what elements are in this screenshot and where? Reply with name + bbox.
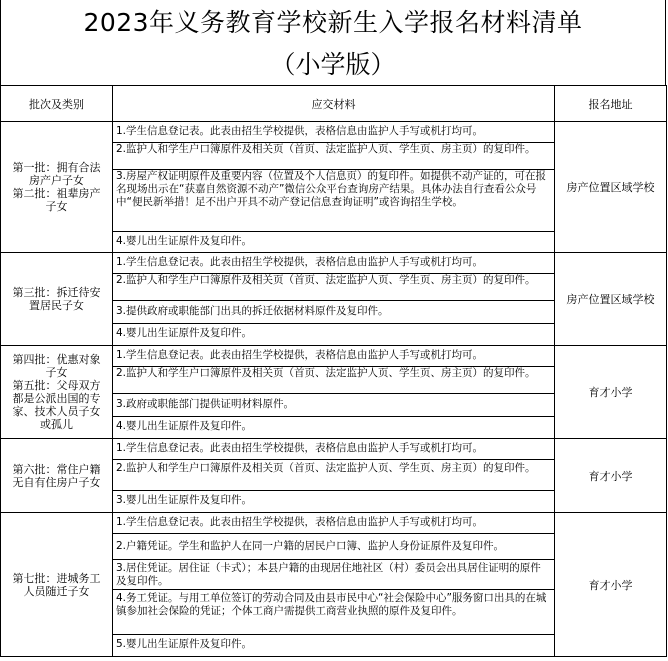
table-row xyxy=(1,346,667,439)
category-line: 第五批：父母双方 xyxy=(12,379,101,392)
address-cell[interactable]: 育才小学 xyxy=(555,439,667,513)
material-item[interactable]: 3.提供政府或职能部门出具的拆迁依据材料原件及复印件。 xyxy=(113,301,554,324)
category-cell[interactable] xyxy=(1,513,113,657)
header-materials[interactable]: 应交材料 xyxy=(113,86,555,122)
category-line: 第四批：优惠对象 xyxy=(12,353,101,366)
material-item[interactable]: 1.学生信息登记表。此表由招生学校提供，表格信息由监护人手写或机打均可。 xyxy=(113,122,554,143)
material-item[interactable]: 4.婴儿出生证原件及复印件。 xyxy=(116,420,253,432)
materials-cell xyxy=(113,346,555,439)
material-item[interactable]: 1.学生信息登记表。此表由招生学校提供，表格信息由监护人手写或机打均可。 xyxy=(113,346,554,367)
category-cell[interactable] xyxy=(1,346,113,439)
material-item[interactable]: 4.婴儿出生证原件及复印件。 xyxy=(116,235,253,247)
category-line: 人员随迁子女 xyxy=(23,584,90,598)
page-title: 2023年义务教育学校新生入学报名材料清单 xyxy=(0,0,666,45)
material-item[interactable]: 4.婴儿出生证原件及复印件。 xyxy=(116,327,253,339)
materials-cell xyxy=(113,122,555,253)
materials-cell xyxy=(113,513,555,657)
category-line: 无自有住房户子女 xyxy=(12,475,101,489)
category-line: 子女 xyxy=(45,200,68,213)
material-item[interactable]: 3.政府或职能部门提供证明材料原件。 xyxy=(113,394,554,417)
category-cell[interactable] xyxy=(1,439,113,513)
material-item[interactable]: 2.户籍凭证。学生和监护人在同一户籍的居民户口簿、监护人身份证原件及复印件。 xyxy=(113,534,554,560)
material-item[interactable]: 1.学生信息登记表。此表由招生学校提供，表格信息由监护人手写或机打均可。 xyxy=(113,253,554,274)
material-item[interactable]: 2.监护人和学生户口簿原件及相关页（首页、法定监护人页、学生页、房主页）的复印件。 xyxy=(113,367,554,394)
materials-cell xyxy=(113,253,555,346)
material-item[interactable]: 1.学生信息登记表。此表由招生学校提供，表格信息由监护人手写或机打均可。 xyxy=(113,439,554,460)
category-line: 第六批：常住户籍 xyxy=(12,462,101,476)
category-line: 或孤儿 xyxy=(40,418,73,431)
header-row xyxy=(1,86,667,122)
header-address[interactable]: 报名地址 xyxy=(555,86,667,122)
table-row xyxy=(1,253,667,346)
table-row xyxy=(1,122,667,253)
material-item[interactable]: 1.学生信息登记表。此表由招生学校提供，表格信息由监护人手写或机打均可。 xyxy=(113,513,554,534)
material-item[interactable]: 5.婴儿出生证原件及复印件。 xyxy=(116,638,253,650)
material-item[interactable]: 3.房屋产权证明原件及重要内容（位置及个人信息页）的复印件。如提供不动产证的，可在报名现场出示在“获嘉自然资源不动产”微信公众平台查询房产结果。具体办法自行查看公众号中“便民新举措！足不出户开具不动产登记信息查询证明”或咨询招生学校。 xyxy=(113,170,554,232)
category-line: 子女 xyxy=(45,366,68,379)
category-line: 第七批：进城务工 xyxy=(12,571,101,585)
material-item[interactable]: 2.监护人和学生户口簿原件及相关页（首页、法定监护人页、学生页、房主页）的复印件。 xyxy=(113,460,554,491)
table-row xyxy=(1,439,667,513)
header-category[interactable]: 批次及类别 xyxy=(1,86,113,122)
address-cell[interactable]: 房产位置区域学校 xyxy=(555,253,667,346)
category-line: 置居民子女 xyxy=(29,299,84,312)
address-cell[interactable]: 育才小学 xyxy=(555,346,667,439)
category-line: 第一批：拥有合法 xyxy=(12,161,101,174)
category-line: 家、技术人员子女 xyxy=(12,405,101,418)
address-cell[interactable]: 育才小学 xyxy=(555,513,667,657)
materials-table xyxy=(0,85,667,657)
page-subtitle: （小学版） xyxy=(0,45,666,85)
category-line: 第三批：拆迁待安 xyxy=(12,286,101,299)
category-line: 第二批：祖辈房产 xyxy=(12,187,101,200)
category-line: 都是公派出国的专 xyxy=(12,392,101,405)
table-row xyxy=(1,513,667,657)
category-line: 房产户子女 xyxy=(29,174,84,187)
category-cell[interactable] xyxy=(1,122,113,253)
material-item[interactable]: 2.监护人和学生户口簿原件及相关页（首页、法定监护人页、学生页、房主页）的复印件。 xyxy=(113,274,554,301)
material-item[interactable]: 2.监护人和学生户口簿原件及相关页（首页、法定监护人页、学生页、房主页）的复印件。 xyxy=(113,143,554,170)
category-cell[interactable] xyxy=(1,253,113,346)
material-item[interactable]: 3.居住凭证。居住证（卡式）；本县户籍的由现居住地社区（村）委员会出具居住证明的原件及复印件。 xyxy=(113,560,554,590)
material-item[interactable]: 4.务工凭证。与用工单位签订的劳动合同及由县市民中心“社会保险中心”服务窗口出具的在城镇参加社会保险的凭证；个体工商户需提供工商营业执照的原件及复印件。 xyxy=(113,590,554,635)
address-cell[interactable]: 房产位置区域学校 xyxy=(555,122,667,253)
materials-cell xyxy=(113,439,555,513)
material-item[interactable]: 3.婴儿出生证原件及复印件。 xyxy=(116,494,253,506)
